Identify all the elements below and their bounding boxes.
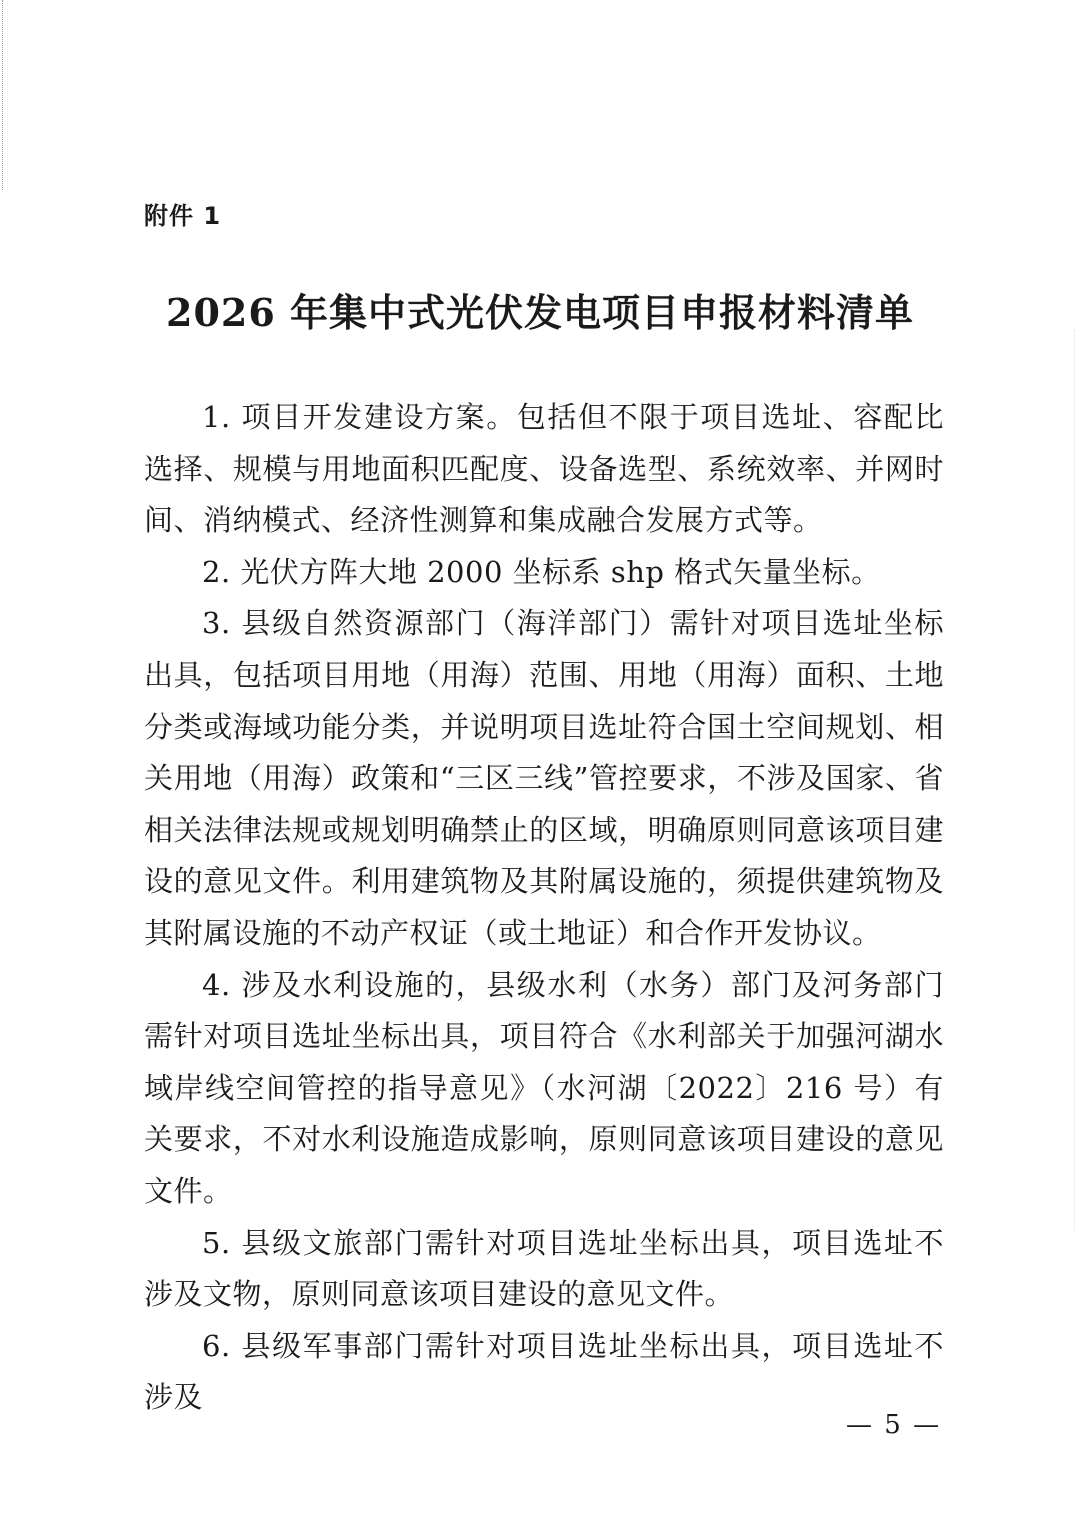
- attachment-label: 附件 1: [144, 202, 222, 230]
- page-number: — 5 —: [846, 1410, 942, 1440]
- list-item-1: 1. 项目开发建设方案。包括但不限于项目选址、容配比选择、规模与用地面积匹配度、设备选型、系统效率、并网时间、消纳模式、经济性测算和集成融合发展方式等。: [144, 400, 944, 538]
- list-item-5: 5. 县级文旅部门需针对项目选址坐标出具，项目选址不涉及文物，原则同意该项目建设的意见文件。: [144, 1225, 944, 1312]
- document-body: [144, 392, 944, 1424]
- list-item-6: 6. 县级军事部门需针对项目选址坐标出具，项目选址不涉及: [144, 1328, 944, 1415]
- list-item-4: 4. 涉及水利设施的，县级水利（水务）部门及河务部门需针对项目选址坐标出具，项目符合《水利部关于加强河湖水域岸线空间管控的指导意见》（水河湖〔2022〕216 号）有关要求，不对水利设施造成影响，原则同意该项目建设的意见文件。: [144, 967, 944, 1208]
- scan-edge-mark: [2, 0, 4, 190]
- scan-edge-mark-right: [1074, 330, 1076, 1230]
- document-title: 2026 年集中式光伏发电项目申报材料清单: [166, 290, 914, 335]
- list-item-2: 2. 光伏方阵大地 2000 坐标系 shp 格式矢量坐标。: [202, 554, 881, 589]
- list-item-3: 3. 县级自然资源部门（海洋部门）需针对项目选址坐标出具，包括项目用地（用海）范围、用地（用海）面积、土地分类或海域功能分类，并说明项目选址符合国土空间规划、相关用地（用海）政策和“三区三线”管控要求，不涉及国家、省相关法律法规或规划明确禁止的区域，明确原则同意该项目建设的意见文件。利用建筑物及其附属设施的，须提供建筑物及其附属设施的不动产权证（或土地证）和合作开发协议。: [144, 606, 944, 950]
